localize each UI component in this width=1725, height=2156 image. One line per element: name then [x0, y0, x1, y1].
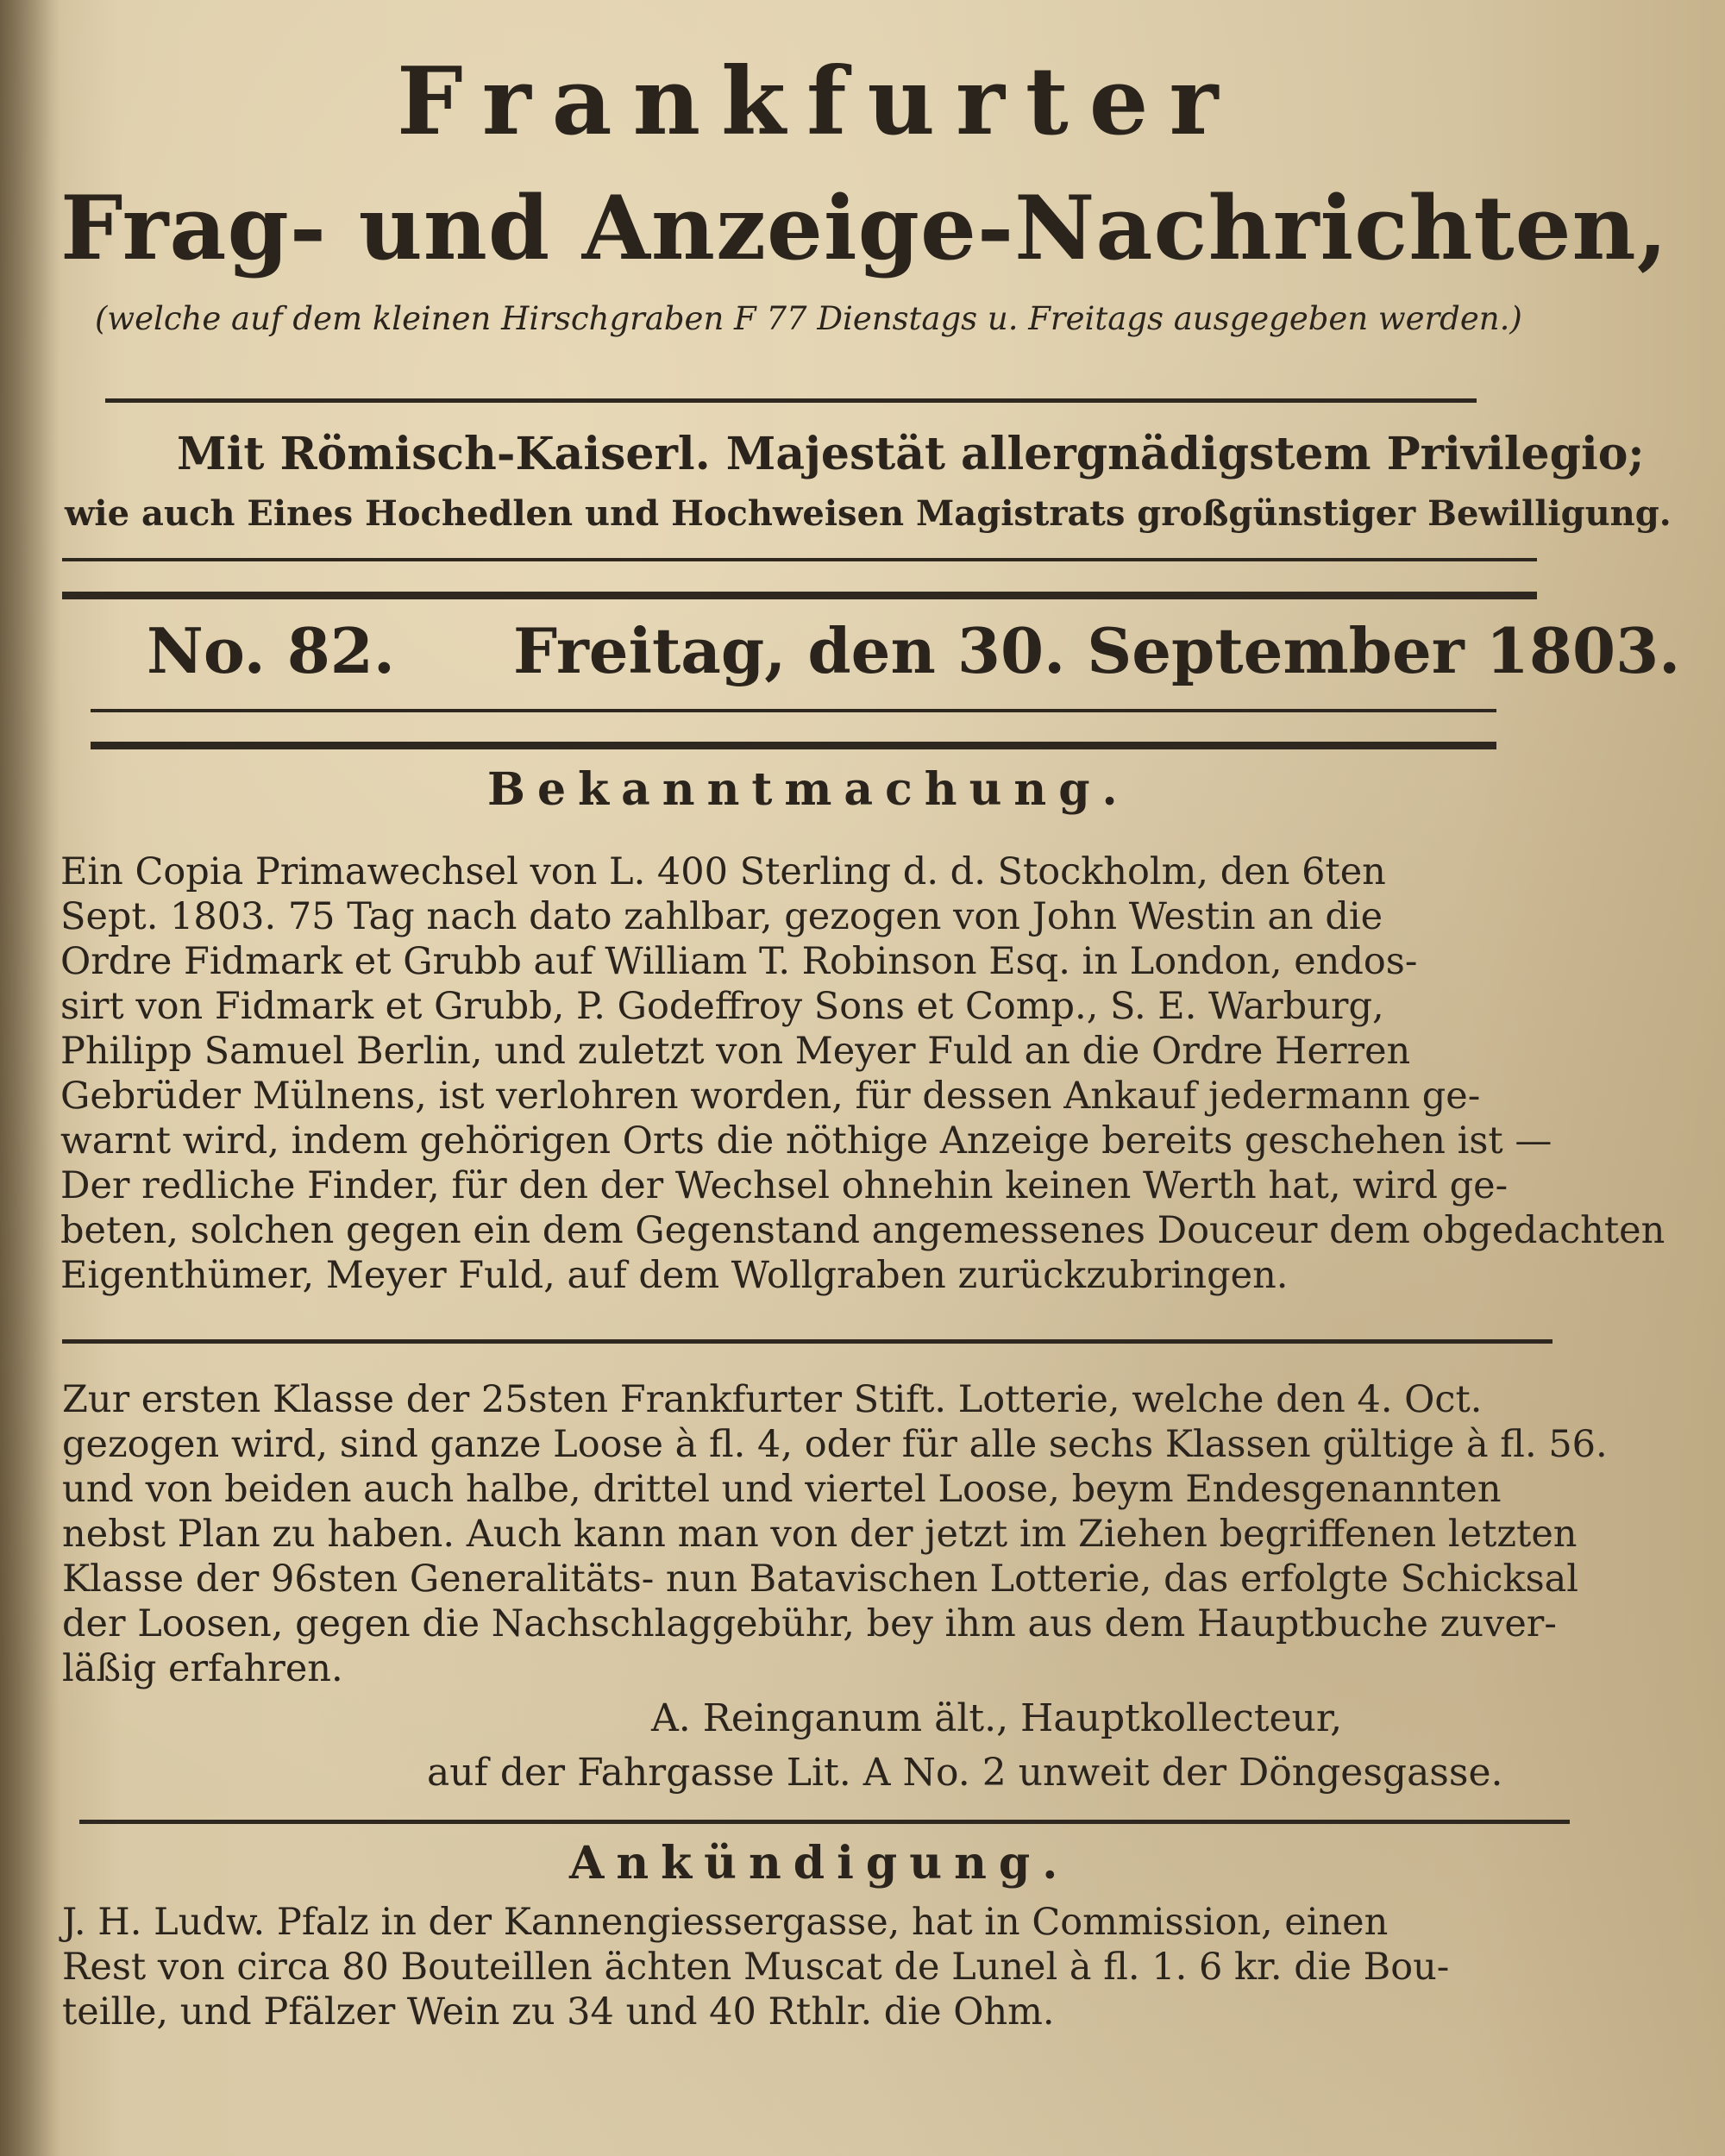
text-line: Eigenthümer, Meyer Fuld, auf dem Wollgraben zurückzubringen. [60, 1254, 1289, 1297]
text-line: Ordre Fidmark et Grubb auf William T. Robinson Esq. in London, endos- [60, 940, 1418, 983]
masthead-title-line2: Frag- und Anzeige-Nachrichten, [60, 177, 1669, 280]
text-line: Philipp Samuel Berlin, und zuletzt von Meyer Fuld an die Ordre Herren [60, 1030, 1411, 1073]
notice-body-wine-sale [62, 1900, 1449, 2034]
text-line: beten, solchen gegen ein dem Gegenstand angemessenes Douceur dem obgedachten [60, 1209, 1665, 1252]
text-line: sirt von Fidmark et Grubb, P. Godeffroy Sons et Comp., S. E. Warburg, [60, 985, 1384, 1028]
divider-rule [91, 709, 1496, 712]
notice-body-lottery [62, 1377, 1608, 1691]
page-gutter-shadow [0, 0, 60, 2156]
privilege-line2: wie auch Eines Hochedlen und Hochweisen Magistrats großgünstiger Bewilligung. [65, 493, 1672, 534]
masthead-title-line1: Frankfurter [397, 47, 1239, 156]
text-line: läßig erfahren. [62, 1647, 343, 1690]
divider-rule [91, 742, 1496, 749]
text-line: nebst Plan zu haben. Auch kann man von der jetzt im Ziehen begriffenen letzten [62, 1513, 1578, 1556]
notice-body-bill-of-exchange [60, 849, 1665, 1298]
divider-rule [62, 592, 1537, 599]
divider-rule [62, 1339, 1552, 1344]
text-line: Gebrüder Mülnens, ist verlohren worden, für dessen Ankauf jedermann ge- [60, 1075, 1481, 1118]
text-line: und von beiden auch halbe, drittel und viertel Loose, beym Endesgenannten [62, 1468, 1502, 1511]
divider-rule [105, 398, 1477, 403]
text-line: Zur ersten Klasse der 25sten Frankfurter Stift. Lotterie, welche den 4. Oct. [62, 1378, 1483, 1421]
signature-name: A. Reinganum ält., Hauptkollecteur, [651, 1696, 1343, 1740]
text-line: Rest von circa 80 Bouteillen ächten Muscat de Lunel à fl. 1. 6 kr. die Bou- [62, 1946, 1450, 1989]
text-line: warnt wird, indem gehörigen Orts die nöthige Anzeige bereits geschehen ist — [60, 1119, 1552, 1163]
text-line: J. H. Ludw. Pfalz in der Kannengiessergasse, hat in Commission, einen [62, 1901, 1389, 1944]
text-line: Ein Copia Primawechsel von L. 400 Sterling d. d. Stockholm, den 6ten [60, 850, 1386, 893]
signature-address: auf der Fahrgasse Lit. A No. 2 unweit der Döngesgasse. [427, 1751, 1503, 1795]
masthead-subtitle: (welche auf dem kleinen Hirschgraben F 77 Dienstags u. Freitags ausgegeben werden.) [95, 300, 1522, 337]
issue-date: Freitag, den 30. September 1803. [513, 614, 1681, 687]
text-line: der Loosen, gegen die Nachschlaggebühr, bey ihm aus dem Hauptbuche zuver- [62, 1602, 1557, 1645]
text-line: gezogen wird, sind ganze Loose à fl. 4, oder für alle sechs Klassen gültige à fl. 56. [62, 1423, 1608, 1466]
divider-rule [62, 558, 1537, 561]
issue-number: No. 82. [147, 614, 395, 687]
text-line: teille, und Pfälzer Wein zu 34 und 40 Rthlr. die Ohm. [62, 1990, 1055, 2034]
notice-heading-bekanntmachung: Bekanntmachung. [487, 763, 1130, 816]
text-line: Sept. 1803. 75 Tag nach dato zahlbar, gezogen von John Westin an die [60, 895, 1383, 938]
text-line: Klasse der 96sten Generalitäts- nun Batavischen Lotterie, das erfolgte Schicksal [62, 1557, 1579, 1601]
notice-heading-ankuendigung: Ankündigung. [569, 1837, 1070, 1890]
divider-rule [79, 1820, 1570, 1824]
text-line: Der redliche Finder, für den der Wechsel ohnehin keinen Werth hat, wird ge- [60, 1164, 1509, 1207]
privilege-line1: Mit Römisch-Kaiserl. Majestät allergnädigstem Privilegio; [177, 428, 1645, 480]
